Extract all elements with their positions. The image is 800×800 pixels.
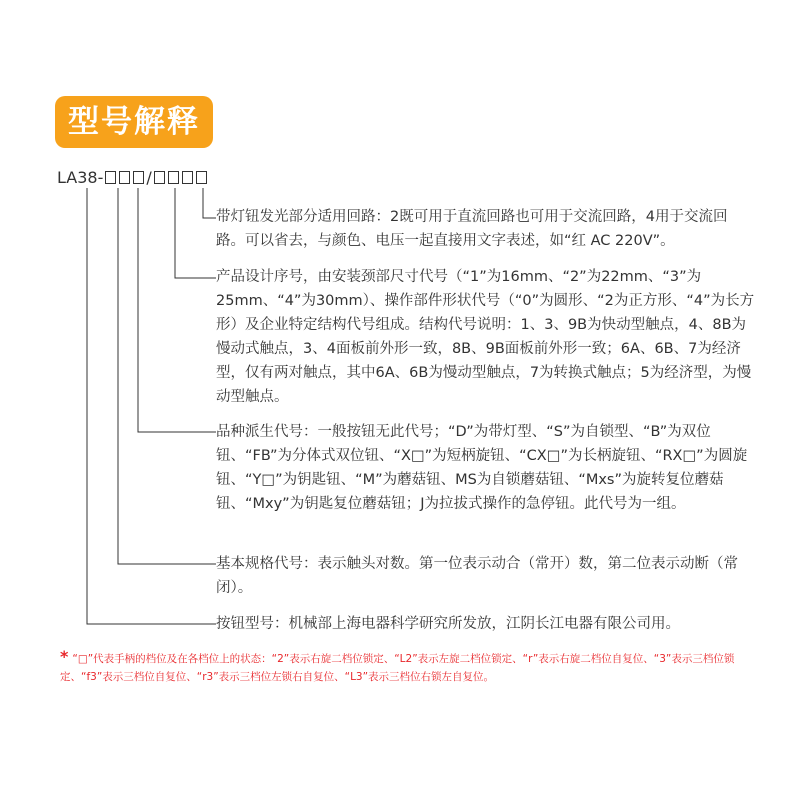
footnote — [60, 648, 750, 686]
connector-3 — [138, 188, 216, 432]
connector-4 — [118, 188, 216, 564]
connector-5 — [87, 188, 216, 624]
description-design-serial: 产品设计序号，由安装颈部尺寸代号（“1”为16mm、“2”为22mm、“3”为25mm、“4”为30mm）、操作部件形状代号（“0”为圆形、“2为正方形、“4”为长方形）及企业特定结构代号组成。结构代号说明：1、3、9B为快动型触点，4、8B为慢动式触点，3、4面板前外形一致，8B、9B面板前外形一致；6A、6B、7为经济型，仅有两对触点，其中6A、6B为慢动型触点，7为转换式触点；5为经济型，为慢动型触点。 — [216, 269, 755, 405]
model-separator: / — [146, 167, 152, 187]
description-light-circuit: 带灯钮发光部分适用回路：2既可用于直流回路也可用于交流回路，4用于交流回路。可以省去，与颜色、电压一起直接用文字表述，如“红 AC 220V”。 — [216, 209, 728, 249]
footnote-text: “□”代表手柄的档位及在各档位上的状态：“2”表示右旋二档位锁定、“L2”表示左旋二档位锁定、“r”表示右旋二档位自复位、“3”表示三档位锁定、“f3”表示三档位自复位、“r3”表示三档位左锁右自复位、“L3”表示三档位右锁左自复位。 — [60, 653, 735, 683]
page-title: 型号解释 — [68, 104, 200, 140]
connector-2 — [175, 188, 216, 278]
description-variant-code: 品种派生代号：一般按钮无此代号；“D”为带灯型、“S”为自锁型、“B”为双位钮、“FB”为分体式双位钮、“X□”为短柄旋钮、“CX□”为长柄旋钮、“RX□”为圆旋钮、“Y□”为钥匙钮、“M”为蘑菇钮、MS为自锁蘑菇钮、“Mxs”为旋转复位蘑菇钮、“Mxy”为钥匙复位蘑菇钮；J为拉拔式操作的急停钮。此代号为一组。 — [216, 424, 748, 512]
connector-1 — [203, 188, 216, 218]
model-prefix: LA38- — [57, 167, 104, 187]
footnote-marker: * — [60, 647, 69, 666]
description-model-number: 按钮型号：机械部上海电器科学研究所发放，江阴长江电器有限公司用。 — [216, 616, 680, 632]
description-spec-code: 基本规格代号：表示触头对数。第一位表示动合（常开）数，第二位表示动断（常闭）。 — [216, 556, 738, 596]
